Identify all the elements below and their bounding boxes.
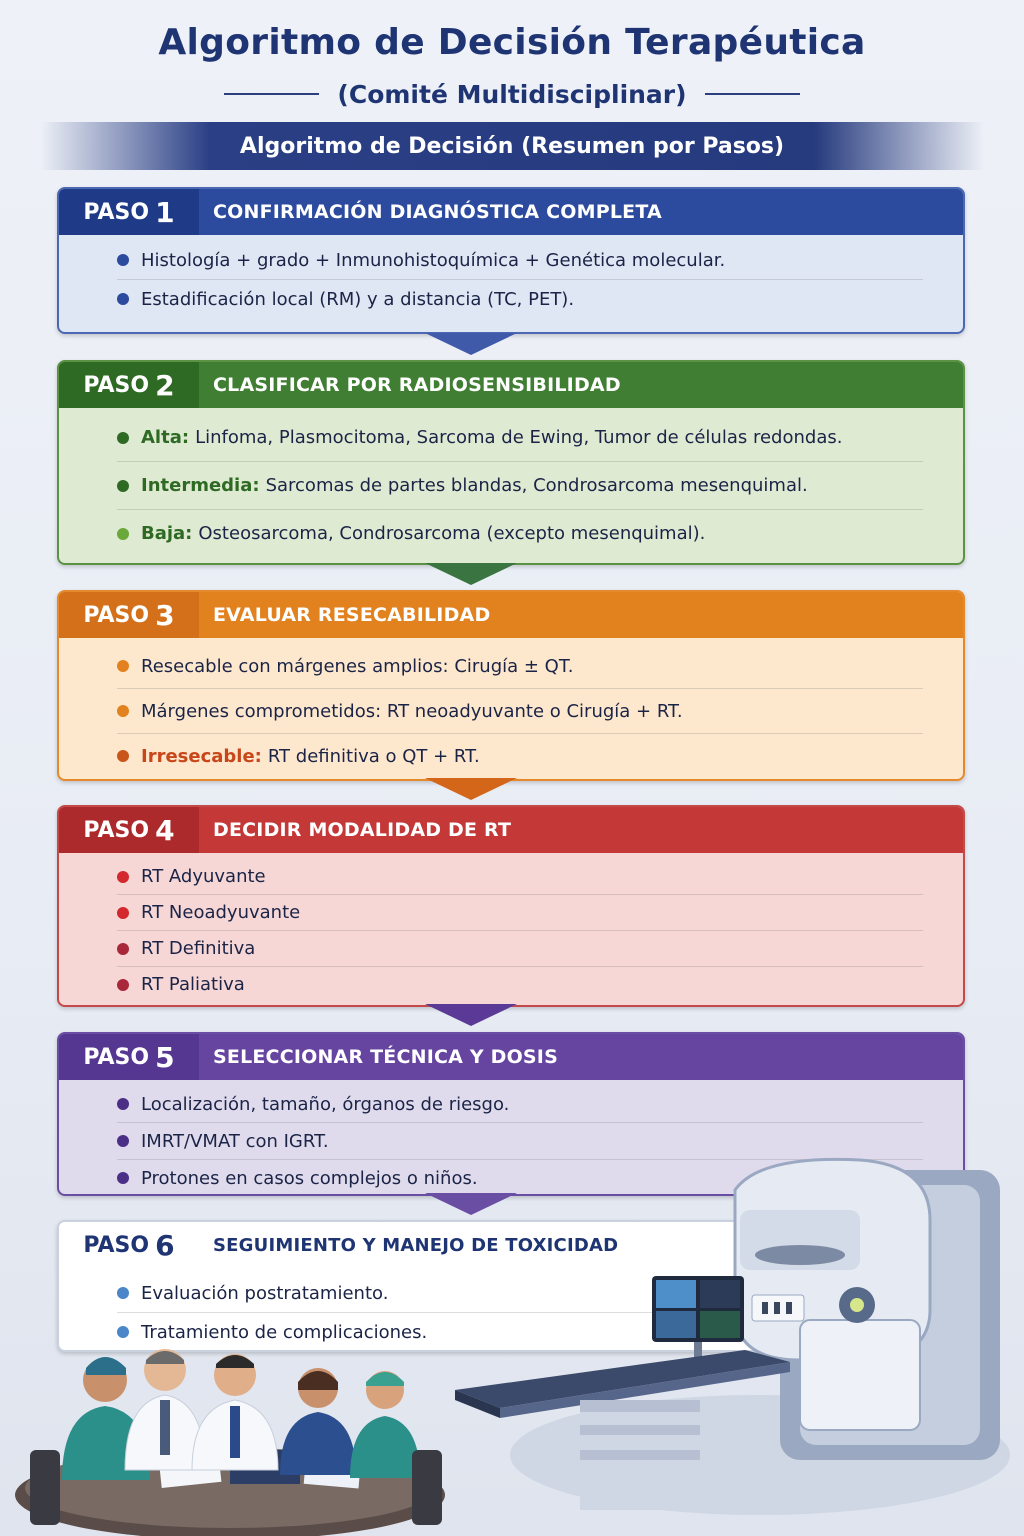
step-body-3 [59,638,963,778]
step-body-4 [59,853,963,1002]
step-title: DECIDIR MODALIDAD DE RT [213,819,512,841]
down-arrow-icon [425,778,517,800]
bullet-dot-icon [117,254,129,266]
step-badge-3 [59,592,199,638]
list-item [117,280,923,318]
item-label: Alta: [141,427,190,448]
step-header-1 [59,189,963,235]
down-arrow-icon [425,1004,517,1026]
bullet-dot-icon [117,907,129,919]
bullet-dot-icon [117,750,129,762]
down-arrow-icon [425,1193,517,1215]
item-text: RT Definitiva [141,938,256,959]
step-number: 3 [155,598,175,632]
bullet-dot-icon [117,293,129,305]
step-card-4 [57,805,965,1007]
list-item [117,241,923,280]
bullet-dot-icon [117,705,129,717]
item-label: Intermedia: [141,475,260,496]
step-title: EVALUAR RESECABILIDAD [213,604,491,626]
step-title: CLASIFICAR POR RADIOSENSIBILIDAD [213,374,621,396]
step-badge-2 [59,362,199,408]
bullet-dot-icon [117,528,129,540]
item-text: Tratamiento de complicaciones. [141,1321,428,1343]
list-item [117,689,923,734]
step-badge-label: PASO [83,1044,150,1070]
bullet-dot-icon [117,943,129,955]
list-item [117,931,923,967]
down-arrow-icon [425,563,517,585]
list-item [117,1086,923,1123]
subtitle-divider-right [705,93,800,95]
step-header-5 [59,1034,963,1080]
item-text: Protones en casos complejos o niños. [141,1167,478,1189]
step-badge-4 [59,807,199,853]
step-badge-label: PASO [83,199,150,225]
step-badge-label: PASO [83,1232,150,1258]
step-badge-1 [59,189,199,235]
bullet-dot-icon [117,1135,129,1147]
item-text: IMRT/VMAT con IGRT. [141,1130,329,1152]
step-number: 5 [155,1040,175,1074]
list-item [117,859,923,895]
step-header-4 [59,807,963,853]
item-text: Resecable con márgenes amplios: Cirugía ± QT. [141,655,574,677]
page-subtitle: (Comité Multidisciplinar) [337,79,687,109]
item-text: RT definitiva o QT + RT. [267,745,480,767]
item-text: Osteosarcoma, Condrosarcoma (excepto mesenquimal). [198,523,706,544]
section-banner: Algoritmo de Decisión (Resumen por Pasos) [40,122,984,170]
step-number: 4 [155,813,175,847]
step-title: SEGUIMIENTO Y MANEJO DE TOXICIDAD [213,1234,619,1256]
item-label: Baja: [141,523,193,544]
bullet-dot-icon [117,871,129,883]
item-text: Sarcomas de partes blandas, Condrosarcoma mesenquimal. [265,475,808,496]
item-text: Márgenes comprometidos: RT neoadyuvante o Cirugía + RT. [141,700,683,722]
list-item [117,967,923,1002]
list-item [117,644,923,689]
step-body-2 [59,408,963,557]
item-text: Histología + grado + Inmunohistoquímica + Genética molecular. [141,249,726,271]
item-text: RT Adyuvante [141,866,266,887]
step-card-2 [57,360,965,565]
bullet-dot-icon [117,660,129,672]
step-header-2 [59,362,963,408]
step-card-1 [57,187,965,334]
page-title: Algoritmo de Decisión Terapéutica [158,22,866,63]
step-body-1 [59,235,963,318]
step-title: CONFIRMACIÓN DIAGNÓSTICA COMPLETA [213,201,662,223]
step-badge-label: PASO [83,602,150,628]
down-arrow-icon [425,333,517,355]
step-badge-label: PASO [83,817,150,843]
subtitle-divider-left [224,93,319,95]
list-item [117,734,923,778]
medical-team-icon [15,1349,445,1536]
step-number: 1 [155,195,175,229]
step-badge-label: PASO [83,372,150,398]
list-item [117,510,923,557]
list-item [117,462,923,510]
item-text: Linfoma, Plasmocitoma, Sarcoma de Ewing, Tumor de células redondas. [195,427,843,448]
bullet-dot-icon [117,432,129,444]
step-header-3 [59,592,963,638]
list-item [117,895,923,931]
item-text: Evaluación postratamiento. [141,1282,389,1304]
step-card-3 [57,590,965,781]
step-badge-5 [59,1034,199,1080]
item-text: RT Paliativa [141,974,245,995]
item-text: Estadificación local (RM) y a distancia (TC, PET). [141,288,575,310]
item-label: Irresecable: [141,745,262,767]
step-number: 6 [155,1228,175,1262]
bullet-dot-icon [117,979,129,991]
list-item [117,414,923,462]
step-number: 2 [155,368,175,402]
step-title: SELECCIONAR TÉCNICA Y DOSIS [213,1046,558,1068]
bullet-dot-icon [117,1098,129,1110]
item-text: RT Neoadyuvante [141,902,301,923]
item-text: Localización, tamaño, órganos de riesgo. [141,1093,510,1115]
subtitle-row [0,76,1024,112]
bullet-dot-icon [117,480,129,492]
